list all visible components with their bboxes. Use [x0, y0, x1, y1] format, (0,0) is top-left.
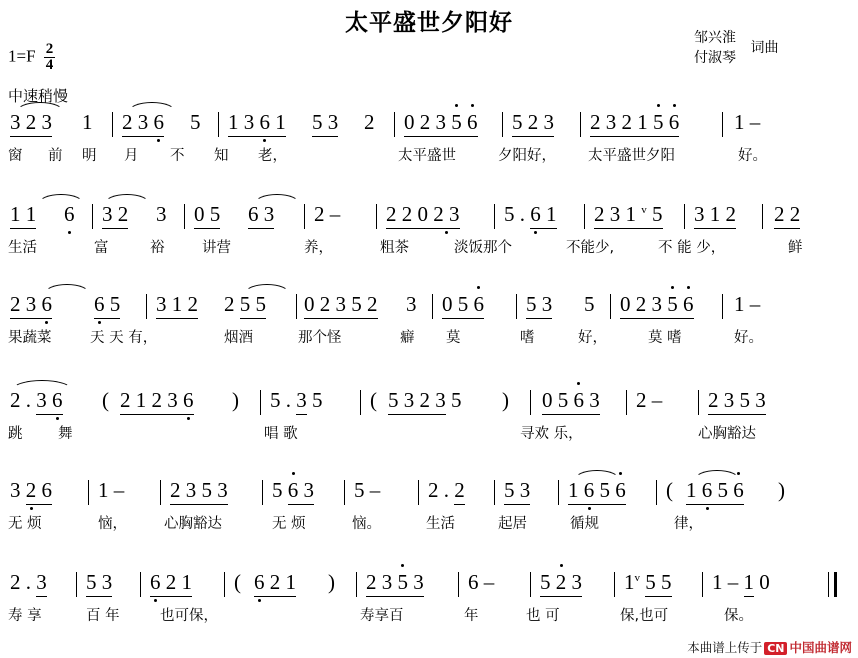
- lyric-syllable: 恼。: [352, 516, 381, 532]
- lyric-syllable: 养，: [304, 240, 333, 256]
- lyric-syllable: 百 年: [86, 608, 120, 624]
- system-5-notes: [8, 478, 850, 512]
- note-token: 2 2 0 2 3: [386, 202, 460, 229]
- barline: [360, 390, 361, 415]
- system-2: [8, 202, 850, 262]
- note-token: 0 5 6 3: [542, 388, 600, 415]
- system-3: [8, 292, 850, 352]
- note-token: 2 –: [636, 388, 663, 412]
- barline: [376, 204, 377, 229]
- lyric-syllable: 好。: [738, 148, 767, 164]
- lyric-syllable: 循规: [570, 516, 599, 532]
- barline: [614, 572, 615, 597]
- lyric-syllable: 前: [48, 148, 63, 164]
- lyric-syllable: 淡饭那个: [454, 240, 512, 256]
- lyric-syllable: 粗茶: [380, 240, 409, 256]
- lyric-syllable: 烟酒: [224, 330, 253, 346]
- barline: [762, 204, 763, 229]
- note-token: 5 6 3: [272, 478, 314, 505]
- time-signature: [44, 42, 56, 73]
- lyric-syllable: 老，: [258, 148, 287, 164]
- note-token: 3 2 3: [10, 110, 52, 137]
- lyric-syllable: 夕阳好，: [498, 148, 556, 164]
- system-4-notes: [8, 388, 850, 422]
- note-token: 3 2: [102, 202, 128, 229]
- barline: [260, 390, 261, 415]
- lyric-syllable: 律，: [674, 516, 703, 532]
- lyric-syllable: 恼，: [98, 516, 127, 532]
- system-1-lyrics: [8, 144, 850, 170]
- system-1-notes: [8, 110, 850, 144]
- note-token: 6 5: [94, 292, 120, 319]
- lyric-syllable: 裕: [150, 240, 165, 256]
- note-token: 1 – 1 0: [712, 570, 770, 597]
- composer-name-2: 付淑琴: [694, 50, 736, 66]
- lyric-syllable: 起居: [498, 516, 527, 532]
- lyric-syllable: 讲营: [202, 240, 231, 256]
- lyric-syllable: 癖: [400, 330, 415, 346]
- lyric-syllable: 年: [464, 608, 479, 624]
- lyric-syllable: 也 可: [526, 608, 560, 624]
- note-token: 3 1 2: [156, 292, 198, 319]
- lyric-syllable: 保。: [724, 608, 753, 624]
- system-2-notes: [8, 202, 850, 236]
- barline: [530, 390, 531, 415]
- lyric-syllable: 保,也可: [620, 608, 669, 624]
- lyric-syllable: 好，: [578, 330, 607, 346]
- note-token: 5 . 6 1: [504, 202, 557, 229]
- system-6-lyrics: [8, 604, 850, 630]
- note-token: 2 3 5 3: [366, 570, 424, 597]
- note-token: 0 2 3 5 2: [304, 292, 378, 319]
- barline: [356, 572, 357, 597]
- system-3-lyrics: [8, 326, 850, 352]
- note-token: 5 3: [504, 478, 530, 505]
- barline: [684, 204, 685, 229]
- barline: [502, 112, 503, 137]
- barline: [626, 390, 627, 415]
- site-credit: [687, 638, 852, 656]
- barline: [702, 572, 703, 597]
- lyric-syllable: 果蔬菜: [8, 330, 52, 346]
- note-token: 2 1 2 3 6: [120, 388, 194, 415]
- note-token: (: [666, 478, 673, 502]
- system-6: [8, 570, 850, 630]
- barline: [584, 204, 585, 229]
- barline: [530, 572, 531, 597]
- lyric-syllable: 莫: [446, 330, 461, 346]
- barline: [516, 294, 517, 319]
- lyric-syllable: 唱 歌: [264, 426, 298, 442]
- lyric-syllable: 好。: [734, 330, 763, 346]
- note-token: 3 2 6: [10, 478, 52, 505]
- barline: [722, 112, 723, 137]
- note-token: 5 3: [312, 110, 338, 137]
- barline: [262, 480, 263, 505]
- system-5-lyrics: [8, 512, 850, 538]
- note-token: 2 5 5: [224, 292, 266, 319]
- lyric-syllable: 无 烦: [272, 516, 306, 532]
- composer-name-1: 邹兴淮: [694, 30, 736, 46]
- system-1: [8, 110, 850, 170]
- barline: [722, 294, 723, 319]
- barline: [458, 572, 459, 597]
- barline: [656, 480, 657, 505]
- footer-text: 本曲谱上传于: [687, 640, 763, 655]
- note-token: 0 5 6: [442, 292, 484, 319]
- system-4-lyrics: [8, 422, 850, 448]
- note-token: 2: [364, 110, 375, 134]
- system-3-notes: [8, 292, 850, 326]
- lyric-syllable: 嗜: [520, 330, 535, 346]
- barline: [394, 112, 395, 137]
- barline: [494, 204, 495, 229]
- key-signature-label: 1=F: [8, 46, 36, 66]
- note-token: 5 . 3 5: [270, 388, 323, 415]
- key-signature: [8, 42, 55, 73]
- note-token: 6 2 1: [254, 570, 296, 597]
- lyric-syllable: 生活: [8, 240, 37, 256]
- lyric-syllable: 舞: [58, 426, 73, 442]
- lyric-syllable: 无 烦: [8, 516, 42, 532]
- note-token: (: [370, 388, 377, 412]
- note-token: 3: [406, 292, 417, 316]
- lyric-syllable: 太平盛世夕阳: [588, 148, 675, 164]
- note-token: 1$^v$ 5 5: [624, 570, 672, 597]
- barline: [146, 294, 147, 319]
- note-token: 2 . 3 6: [10, 388, 63, 415]
- slur: [38, 194, 84, 204]
- barline: [494, 480, 495, 505]
- barline: [418, 480, 419, 505]
- barline: [92, 204, 93, 229]
- lyric-syllable: 知: [214, 148, 229, 164]
- composer-role: 词曲: [750, 40, 779, 56]
- note-token: 1: [82, 110, 93, 134]
- note-token: 1 –: [98, 478, 125, 502]
- barline: [140, 572, 141, 597]
- system-2-lyrics: [8, 236, 850, 262]
- lyric-syllable: 也可保，: [160, 608, 218, 624]
- lyric-syllable: 窗: [8, 148, 23, 164]
- note-token: 5 2 3: [540, 570, 582, 597]
- composer-names: [694, 28, 736, 68]
- lyric-syllable: 心胸豁达: [164, 516, 222, 532]
- note-token: 2 . 3: [10, 570, 47, 597]
- note-token: 1 –: [734, 292, 761, 316]
- lyric-syllable: 莫 嗜: [648, 330, 682, 346]
- note-token: 5 –: [354, 478, 381, 502]
- note-token: 5 2 3: [512, 110, 554, 137]
- note-token: 5 3: [526, 292, 552, 319]
- barline: [76, 572, 77, 597]
- note-token: 2 3 6: [122, 110, 164, 137]
- lyric-syllable: 寿享百: [360, 608, 404, 624]
- note-token: 6 2 1: [150, 570, 192, 597]
- page-title: 太平盛世夕阳好: [345, 10, 513, 36]
- note-token: 1 6 5 6: [686, 478, 744, 505]
- note-token: 1 3 6 1: [228, 110, 286, 137]
- note-token: 5 3: [86, 570, 112, 597]
- note-token: ): [328, 570, 335, 594]
- lyric-syllable: 心胸豁达: [698, 426, 756, 442]
- composer-credit: [694, 28, 844, 68]
- note-token: ): [232, 388, 239, 412]
- barline: [610, 294, 611, 319]
- barline: [304, 204, 305, 229]
- lyric-syllable: 生活: [426, 516, 455, 532]
- note-token: (: [234, 570, 241, 594]
- note-token: 5: [584, 292, 595, 316]
- note-token: 1 6 5 6: [568, 478, 626, 505]
- end-barline: [828, 572, 837, 597]
- barline: [432, 294, 433, 319]
- system-5: [8, 478, 850, 538]
- barline: [218, 112, 219, 137]
- barline: [558, 480, 559, 505]
- site-logo-icon: CN: [764, 642, 787, 655]
- lyric-syllable: 明: [82, 148, 97, 164]
- note-token: 1 –: [734, 110, 761, 134]
- note-token: 2 2: [774, 202, 800, 229]
- note-token: ): [502, 388, 509, 412]
- note-token: 6: [64, 202, 75, 226]
- barline: [698, 390, 699, 415]
- note-token: 1 1: [10, 202, 36, 229]
- note-token: 2 3 1 $^v$ 5: [594, 202, 663, 229]
- note-token: 2 3 6: [10, 292, 52, 319]
- note-token: (: [102, 388, 109, 412]
- lyric-syllable: 月: [124, 148, 139, 164]
- lyric-syllable: 富: [94, 240, 109, 256]
- lyric-syllable: 不 能 少，: [658, 240, 726, 256]
- barline: [344, 480, 345, 505]
- note-token: 2 3 5 3: [708, 388, 766, 415]
- barline: [224, 572, 225, 597]
- system-4: [8, 388, 850, 448]
- time-signature-numerator: 2: [45, 41, 54, 57]
- barline: [580, 112, 581, 137]
- note-token: 0 5: [194, 202, 220, 229]
- lyric-syllable: 天 天 有，: [90, 330, 158, 346]
- note-token: 6 –: [468, 570, 495, 594]
- note-token: 0 2 3 5 6: [404, 110, 478, 137]
- note-token: 2 . 2: [428, 478, 465, 505]
- lyric-syllable: 不能少,: [566, 240, 615, 256]
- note-token: 2 3 5 3: [170, 478, 228, 505]
- note-token: 5: [190, 110, 201, 134]
- lyric-syllable: 寻欢 乐，: [520, 426, 583, 442]
- lyric-syllable: 寿 享: [8, 608, 42, 624]
- barline: [112, 112, 113, 137]
- note-token: 0 2 3 5 6: [620, 292, 694, 319]
- note-token: 6 3: [248, 202, 274, 229]
- lyric-syllable: 跳: [8, 426, 23, 442]
- barline: [184, 204, 185, 229]
- note-token: 2 3 2 1 5 6: [590, 110, 679, 137]
- barline: [160, 480, 161, 505]
- lyric-syllable: 太平盛世: [398, 148, 456, 164]
- lyric-syllable: 鲜: [788, 240, 803, 256]
- tempo-marking: 中速稍慢: [8, 87, 69, 105]
- note-token: ): [778, 478, 785, 502]
- site-name[interactable]: 中国曲谱网: [789, 640, 852, 655]
- lyric-syllable: 不: [170, 148, 185, 164]
- time-signature-denominator: 4: [45, 57, 54, 73]
- note-token: 3 1 2: [694, 202, 736, 229]
- barline: [88, 480, 89, 505]
- barline: [296, 294, 297, 319]
- system-6-notes: [8, 570, 850, 604]
- lyric-syllable: 那个怪: [298, 330, 342, 346]
- note-token: 2 –: [314, 202, 341, 226]
- note-token: 3: [156, 202, 167, 226]
- note-token: 5 3 2 3 5: [388, 388, 462, 415]
